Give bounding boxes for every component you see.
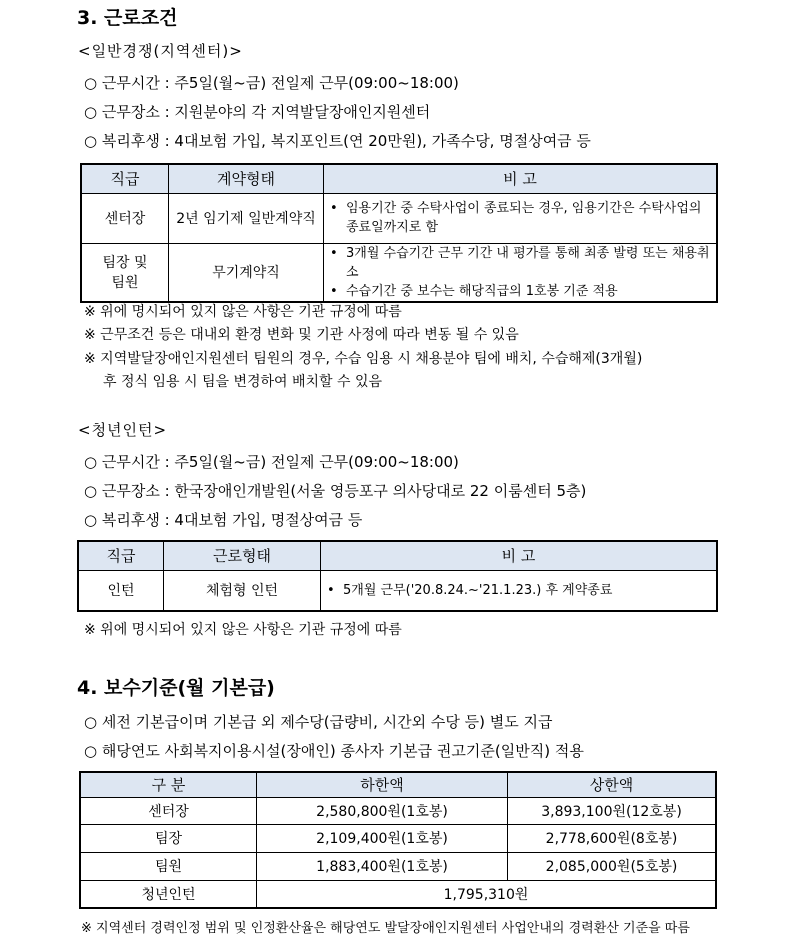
table-row — [78, 570, 717, 611]
general-item-benefits: ○ 복리후생 : 4대보험 가입, 복지포인트(연 20만원), 가족수당, 명절상여금 등 — [84, 132, 591, 150]
cell-note — [324, 243, 718, 302]
rank-line: 팀장 및 — [102, 255, 148, 271]
pay-note: ※ 지역센터 경력인정 범위 및 인정환산율은 해당연도 발달장애인지원센터 사업안내의 경력환산 기준을 따름 — [81, 921, 690, 936]
cell-max: 3,893,100원(12호봉) — [508, 797, 717, 824]
section-3-title: 3. 근로조건 — [77, 7, 178, 29]
header-type: 근로형태 — [164, 541, 321, 570]
header-note: 비 고 — [321, 541, 718, 570]
youth-conditions-table — [77, 540, 718, 612]
cell-max: 2,778,600원(8호봉) — [508, 824, 717, 852]
general-note-3-cont: 후 정식 임용 시 팀을 변경하여 배치할 수 있음 — [103, 374, 383, 390]
cell-contract: 2년 임기제 일반계약직 — [169, 193, 324, 243]
cell-rank: 인턴 — [78, 570, 164, 611]
note-line: 종료일까지로 함 — [346, 220, 439, 235]
cell-contract: 무기계약직 — [169, 243, 324, 302]
general-item-hours: ○ 근무시간 : 주5일(월~금) 전일제 근무(09:00~18:00) — [84, 74, 459, 92]
header-category: 구 분 — [80, 772, 257, 797]
cell-category: 청년인턴 — [80, 880, 257, 908]
general-note-1: ※ 위에 명시되어 있지 않은 사항은 기관 규정에 따름 — [84, 304, 402, 320]
table-row — [80, 797, 716, 824]
general-note-3: ※ 지역발달장애인지원센터 팀원의 경우, 수습 임용 시 채용분야 팀에 배치, 수습해제(3개월) — [84, 351, 643, 367]
rank-line: 팀원 — [111, 275, 139, 291]
header-contract: 계약형태 — [169, 164, 324, 193]
table-row — [80, 824, 716, 852]
general-conditions-table — [80, 163, 718, 303]
cell-max: 2,085,000원(5호봉) — [508, 852, 717, 880]
header-rank: 직급 — [81, 164, 169, 193]
note-bullet: • 수습기간 중 보수는 해당직급의 1호봉 기준 적용 — [346, 282, 716, 301]
cell-min: 2,109,400원(1호봉) — [257, 824, 508, 852]
pay-item-2: ○ 해당연도 사회복지이용시설(장애인) 종사자 기본급 권고기준(일반직) 적용 — [84, 742, 584, 760]
general-heading: <일반경쟁(지역센터)> — [78, 42, 243, 60]
cell-note — [321, 570, 718, 611]
pay-table — [79, 771, 717, 909]
cell-rank: 센터장 — [81, 193, 169, 243]
note-bullet: • 3개월 수습기간 근무 기간 내 평가를 통해 최종 발령 또는 채용취소 — [346, 244, 716, 282]
note-line: 임용기간 중 수탁사업이 종료되는 경우, 임용기간은 수탁사업의 — [346, 201, 702, 216]
pay-item-1: ○ 세전 기본급이며 기본급 외 제수당(급량비, 시간외 수당 등) 별도 지급 — [84, 713, 553, 731]
table-row — [80, 880, 716, 908]
cell-note — [324, 193, 718, 243]
header-note: 비 고 — [324, 164, 718, 193]
table-row — [81, 243, 717, 302]
cell-rank — [81, 243, 169, 302]
youth-heading: <청년인턴> — [78, 421, 168, 439]
youth-note: ※ 위에 명시되어 있지 않은 사항은 기관 규정에 따름 — [84, 622, 402, 638]
general-note-2: ※ 근무조건 등은 대내외 환경 변화 및 기관 사정에 따라 변동 될 수 있음 — [84, 327, 519, 343]
general-item-location: ○ 근무장소 : 지원분야의 각 지역발달장애인지원센터 — [84, 103, 431, 121]
cell-min: 2,580,800원(1호봉) — [257, 797, 508, 824]
cell-type: 체험형 인턴 — [164, 570, 321, 611]
youth-item-benefits: ○ 복리후생 : 4대보험 가입, 명절상여금 등 — [84, 511, 363, 529]
cell-category: 센터장 — [80, 797, 257, 824]
table-row — [81, 193, 717, 243]
note-bullet: • 5개월 근무('20.8.24.~'21.1.23.) 후 계약종료 — [343, 581, 716, 600]
youth-item-location: ○ 근무장소 : 한국장애인개발원(서울 영등포구 의사당대로 22 이룸센터 5층) — [84, 482, 587, 500]
section-4-title: 4. 보수기준(월 기본급) — [77, 677, 275, 699]
cell-amount: 1,795,310원 — [257, 880, 717, 908]
cell-min: 1,883,400원(1호봉) — [257, 852, 508, 880]
youth-item-hours: ○ 근무시간 : 주5일(월~금) 전일제 근무(09:00~18:00) — [84, 453, 459, 471]
cell-category: 팀장 — [80, 824, 257, 852]
header-min: 하한액 — [257, 772, 508, 797]
header-max: 상한액 — [508, 772, 717, 797]
header-rank: 직급 — [78, 541, 164, 570]
table-row — [80, 852, 716, 880]
cell-category: 팀원 — [80, 852, 257, 880]
